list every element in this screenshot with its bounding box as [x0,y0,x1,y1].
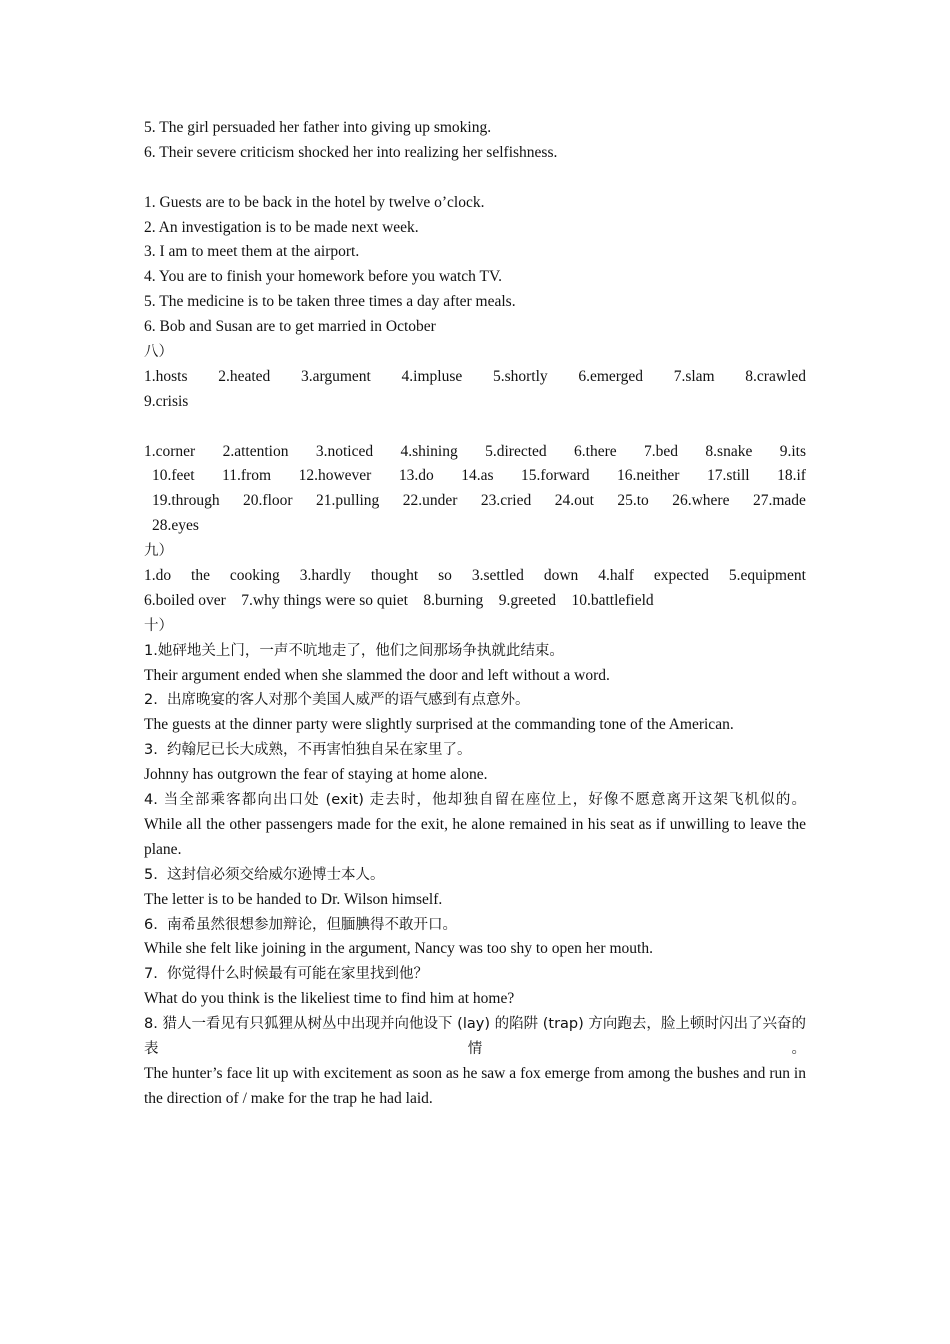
translation-prompt: 6. 南希虽然很想参加辩论，但腼腆得不敢开口。 [144,916,458,933]
cloze-item: 4.shining [400,442,458,460]
cloze-row [144,464,806,489]
translation-prompt: 7. 你觉得什么时候最有可能在家里找到他？ [144,966,429,983]
translation-answer: The guests at the dinner party were slightly surprised at the commanding tone of the American. [144,716,734,734]
cloze-item: 12.however [298,467,372,485]
cloze-item: 7.bed [644,442,679,460]
vocab-item: 2.heated [218,367,271,385]
translation-answer: What do you think is the likeliest time to find him at home? [144,990,515,1008]
cloze-item: 9.its [779,442,806,460]
cloze-item: 27.made [752,492,806,510]
translation-prompt: 2. 出席晚宴的客人对那个美国人威严的语气感到有点意外。 [144,692,530,709]
cloze-item: 26.where [672,492,730,510]
phrase-word: 3.settled [471,567,524,585]
translation-prompt: 1.她砰地关上门，一声不吭地走了，他们之间那场争执就此结束。 [144,642,564,659]
phrase-word: 4.half [598,567,634,585]
cloze-item: 2.attention [222,442,289,460]
vocab-item: 9.crisis [144,392,189,410]
answer-line: 2. An investigation is to be made next week. [144,218,419,236]
cloze-item: 14.as [461,467,494,485]
cloze-item: 16.neither [617,467,680,485]
cloze-item: 6.there [574,442,617,460]
cloze-item: 24.out [554,492,594,510]
phrase-word: cooking [229,567,280,585]
answer-line: 1. Guests are to be back in the hotel by twelve o’clock. [144,193,485,211]
cloze-item: 22.under [402,492,458,510]
phrase-row: 6.boiled over 7.why things were so quiet 8.burning 9.greeted 10.battlefield [144,591,654,609]
phrase-word: 1.do [144,567,172,585]
translation-answer: Their argument ended when she slammed the door and left without a word. [144,666,610,684]
phrase-word: down [543,567,579,585]
cloze-item: 17.still [706,467,750,485]
vocab-item: 4.impluse [401,367,463,385]
vocab-item: 3.argument [300,367,371,385]
phrase-word: so [438,567,452,585]
translation-answer: While she felt like joining in the argument, Nancy was too shy to open her mouth. [144,940,653,958]
vocab-item: 7.slam [673,367,715,385]
blank-line [144,415,806,440]
phrase-row [144,564,806,589]
phrase-word: the [191,567,210,585]
section-heading-10: 十） [144,617,173,634]
vocab-item: 8.crawled [745,367,806,385]
cloze-item: 19.through [152,492,220,510]
cloze-item: 28.eyes [152,517,199,535]
translation-answer: The letter is to be handed to Dr. Wilson himself. [144,890,443,908]
cloze-item: 15.forward [521,467,590,485]
cloze-item: 20.floor [243,492,293,510]
section-heading-8: 八） [144,344,173,361]
translation-prompt: 4. 当全部乘客都向出口处 (exit) 走去时，他却独自留在座位上，好像不愿意离开这架飞机似的。 [144,792,806,809]
vocab-item: 1.hosts [144,367,188,385]
answer-line: 6. Bob and Susan are to get married in October [144,318,436,336]
translation-answer: Johnny has outgrown the fear of staying at home alone. [144,766,488,784]
phrase-word: 3.hardly [299,567,351,585]
cloze-item: 11.from [222,467,272,485]
cloze-item: 8.snake [705,442,753,460]
phrase-word: 5.equipment [728,567,806,585]
phrase-word: expected [653,567,709,585]
cloze-item: 23.cried [480,492,532,510]
blank-line [144,166,806,191]
answer-line: 6. Their severe criticism shocked her into realizing her selfishness. [144,143,558,161]
cloze-item: 1.corner [144,442,196,460]
cloze-item: 18.if [777,467,806,485]
document-page [144,116,806,1112]
cloze-row [144,489,806,514]
cloze-item: 10.feet [152,467,195,485]
translation-answer: While all the other passengers made for the exit, he alone remained in his seat as if unwilling to leave the plane. [144,815,806,858]
vocab-item: 6.emerged [578,367,644,385]
section-heading-9: 九） [144,543,173,560]
answer-line: 5. The medicine is to be taken three times a day after meals. [144,293,516,311]
cloze-item: 25.to [617,492,649,510]
cloze-item: 5.directed [485,442,547,460]
answer-line: 5. The girl persuaded her father into giving up smoking. [144,119,492,136]
cloze-row [144,440,806,465]
translation-answer: The hunter’s face lit up with excitement as soon as he saw a fox emerge from among the bushes and run in the direction of / make for the trap he had laid. [144,1064,806,1107]
vocab-item: 5.shortly [492,367,548,385]
cloze-item: 21.pulling [316,492,380,510]
answer-line: 3. I am to meet them at the airport. [144,243,360,261]
cloze-item: 3.noticed [315,442,374,460]
translation-prompt: 3. 约翰尼已长大成熟，不再害怕独自呆在家里了。 [144,742,472,759]
phrase-word: thought [370,567,419,585]
cloze-item: 13.do [398,467,434,485]
answer-line: 4. You are to finish your homework before you watch TV. [144,268,503,286]
vocab-row [144,365,806,390]
translation-prompt: 8. 猎人一看见有只狐狸从树丛中出现并向他设下 (lay) 的陷阱 (trap) 方向跑去，脸上顿时闪出了兴奋的表情。 [144,1016,806,1058]
translation-prompt: 5. 这封信必须交给威尔逊博士本人。 [144,866,385,883]
